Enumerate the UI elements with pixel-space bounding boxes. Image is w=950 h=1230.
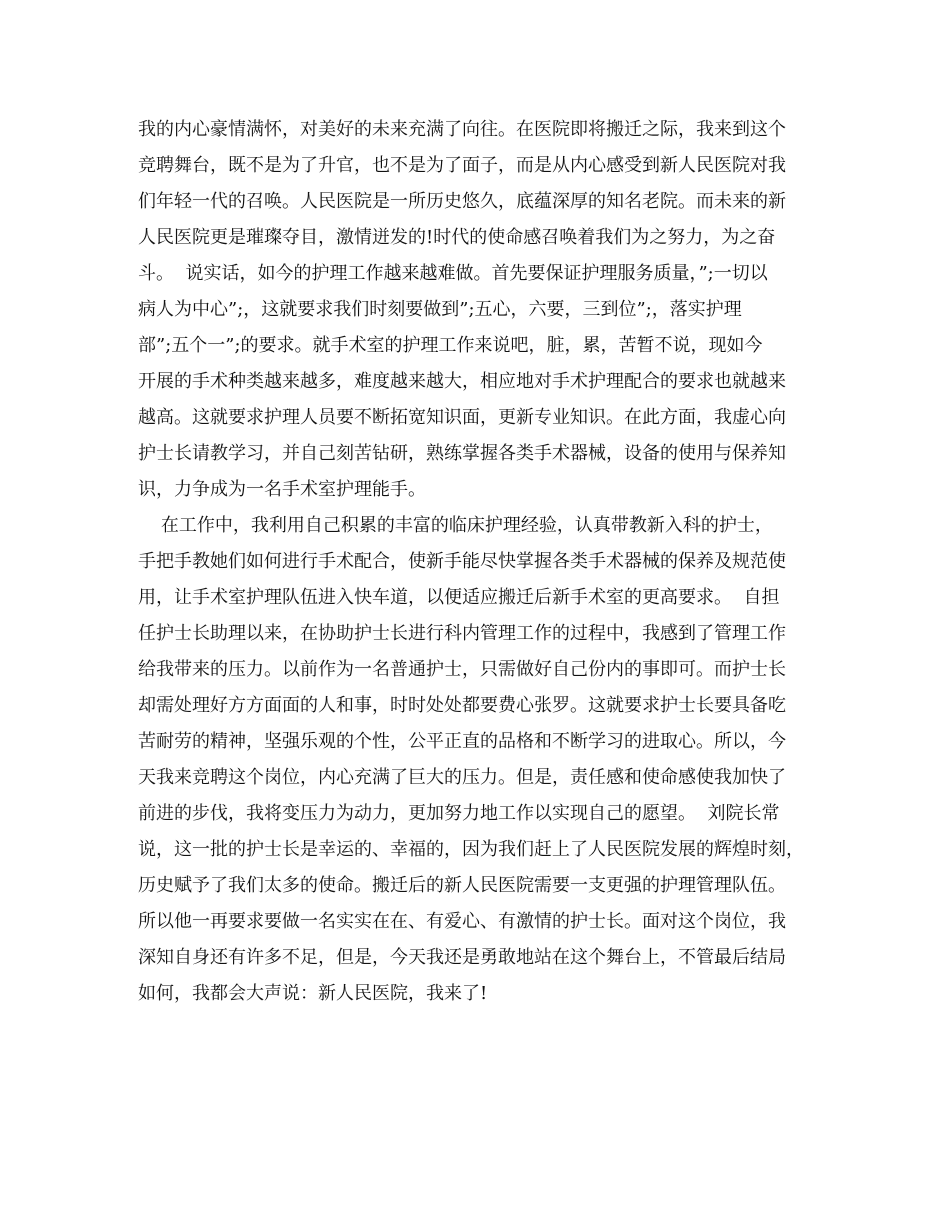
text-line: 开展的手术种类越来越多，难度越来越大，相应地对手术护理配合的要求也就越来 xyxy=(138,371,786,392)
text-line: 给我带来的压力。以前作为一名普通护士，只需做好自己份内的事即可。而护士长 xyxy=(138,659,786,680)
text-line: 病人为中心”;，这就要求我们时刻要做到”;五心，六要，三到位”;，落实护理 xyxy=(138,299,742,320)
text-line: 们年轻一代的召唤。人民医院是一所历史悠久，底蕴深厚的知名老院。而未来的新 xyxy=(138,191,786,212)
text-line: 越高。这就要求护理人员要不断拓宽知识面，更新专业知识。在此方面，我虚心向 xyxy=(138,407,786,428)
text-line: 用，让手术室护理队伍进入快车道，以便适应搬迁后新手术室的更高要求。 自担 xyxy=(138,587,780,608)
text-line: 苦耐劳的精神，坚强乐观的个性，公平正直的品格和不断学习的进取心。所以，今 xyxy=(138,731,786,752)
text-line: 竞聘舞台，既不是为了升官，也不是为了面子，而是从内心感受到新人民医院对我 xyxy=(138,155,786,176)
text-line: 斗。 说实话，如今的护理工作越来越难做。首先要保证护理服务质量，”;一切以 xyxy=(138,263,768,284)
text-line: 如何，我都会大声说：新人民医院，我来了! xyxy=(138,983,488,1004)
text-line: 深知自身还有许多不足，但是，今天我还是勇敢地站在这个舞台上，不管最后结局 xyxy=(138,947,786,968)
text-line: 所以他一再要求要做一名实实在在、有爱心、有激情的护士长。面对这个岗位，我 xyxy=(138,911,786,932)
text-line: 手把手教她们如何进行手术配合，使新手能尽快掌握各类手术器械的保养及规范使 xyxy=(138,551,786,572)
text-line: 天我来竞聘这个岗位，内心充满了巨大的压力。但是，责任感和使命感使我加快了 xyxy=(138,767,786,788)
text-line: 人民医院更是璀璨夺目，激情迸发的!时代的使命感召唤着我们为之努力，为之奋 xyxy=(138,227,776,248)
text-line: 前进的步伐，我将变压力为动力，更加努力地工作以实现自己的愿望。 刘院长常 xyxy=(138,803,780,824)
text-line: 在工作中，我利用自己积累的丰富的临床护理经验，认真带教新入科的护士， xyxy=(138,515,773,536)
text-line: 却需处理好方方面面的人和事，时时处处都要费心张罗。这就要求护士长要具备吃 xyxy=(138,695,786,716)
text-line: 我的内心豪情满怀，对美好的未来充满了向往。在医院即将搬迁之际，我来到这个 xyxy=(138,119,786,140)
text-line: 说，这一批的护士长是幸运的、幸福的，因为我们赶上了人民医院发展的辉煌时刻， xyxy=(138,839,804,860)
text-line: 部”;五个一”;的要求。就手术室的护理工作来说吧，脏，累，苦暂不说，现如今 xyxy=(138,335,763,356)
text-line: 任护士长助理以来，在协助护士长进行科内管理工作的过程中，我感到了管理工作 xyxy=(138,623,786,644)
text-line: 历史赋予了我们太多的使命。搬迁后的新人民医院需要一支更强的护理管理队伍。 xyxy=(138,875,786,896)
body-text xyxy=(138,112,828,1012)
text-line: 识，力争成为一名手术室护理能手。 xyxy=(138,479,426,500)
text-line: 护士长请教学习，并自己刻苦钻研，熟练掌握各类手术器械，设备的使用与保养知 xyxy=(138,443,786,464)
